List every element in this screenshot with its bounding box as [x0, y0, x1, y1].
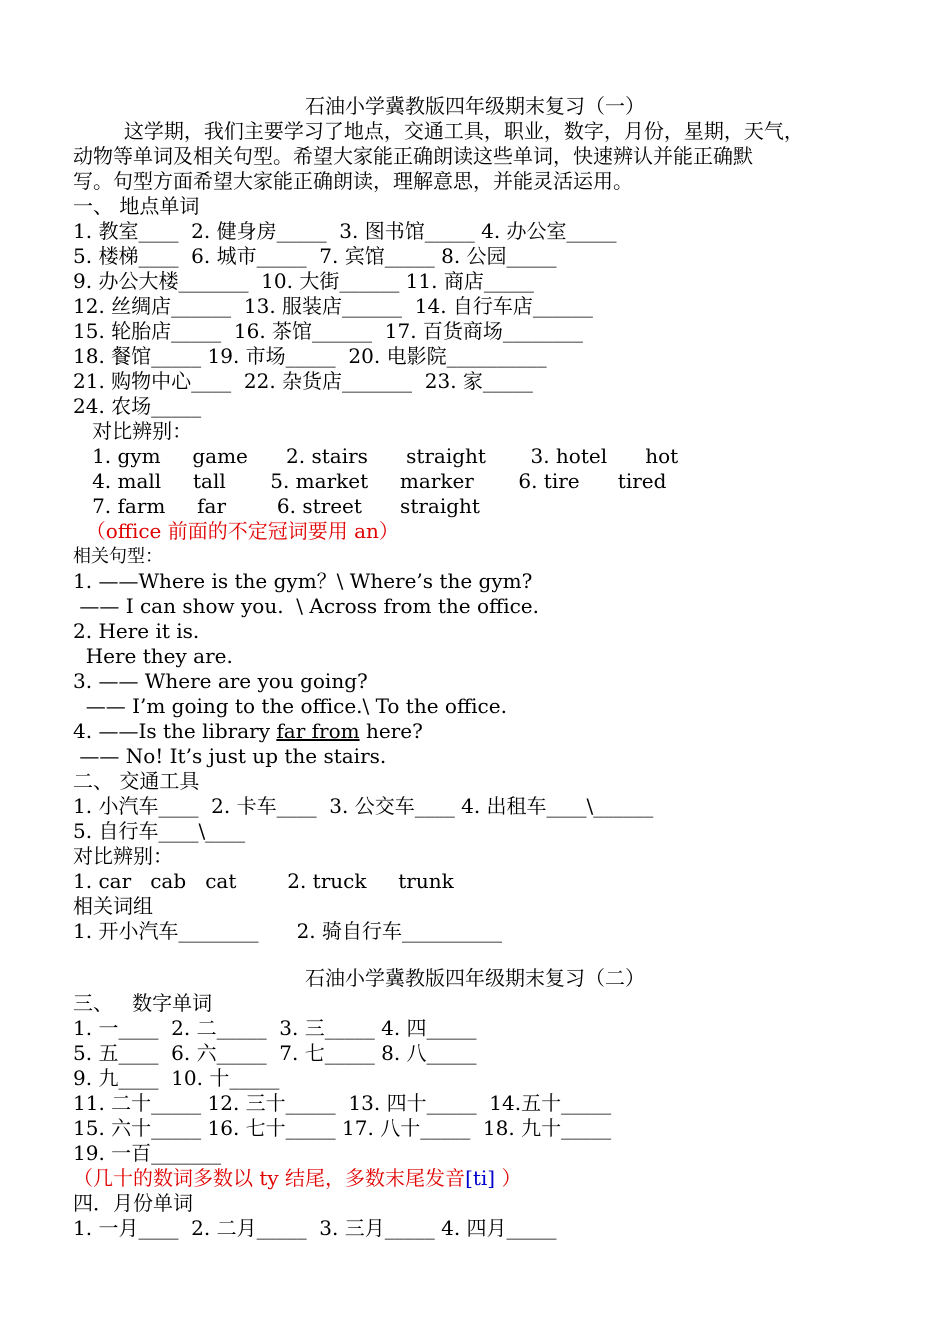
sentence-line-q4	[73, 719, 423, 744]
intro-line-3: 写。句型方面希望大家能正确朗读，理解意思，并能灵活运用。	[73, 169, 633, 193]
places-row: 12. 丝绸店______ 13. 服装店______ 14. 自行车店______	[73, 294, 593, 318]
places-row: 21. 购物中心____ 22. 杂货店_______ 23. 家_____	[73, 369, 533, 393]
places-row: 24. 农场_____	[73, 394, 202, 418]
transport-contrast-label: 对比辨别：	[73, 844, 173, 868]
transport-contrast-row: 1. car cab cat 2. truck trunk	[73, 869, 454, 893]
sentence-line: 1. ——Where is the gym？\ Where’s the gym?	[73, 569, 533, 593]
intro-line-1: 这学期，我们主要学习了地点，交通工具，职业，数字，月份，星期，天气，	[73, 119, 804, 143]
q4-prefix: 4. ——Is the library	[73, 719, 277, 743]
title-review-two: 石油小学冀教版四年级期末复习（二）	[305, 966, 645, 990]
sentence-line: 3. —— Where are you going?	[73, 669, 368, 693]
sentence-line: Here they are.	[73, 644, 233, 668]
places-sentences-label: 相关句型：	[73, 546, 163, 567]
places-row: 15. 轮胎店_____ 16. 茶馆______ 17. 百货商场________	[73, 319, 583, 343]
numbers-row: 5. 五____ 6. 六_____ 7. 七_____ 8. 八_____	[73, 1041, 477, 1065]
places-contrast-row: 1. gym game 2. stairs straight 3. hotel hot	[73, 444, 679, 468]
ty-note-suffix: ）	[495, 1166, 522, 1190]
places-row: 5. 楼梯____ 6. 城市_____ 7. 宾馆_____ 8. 公园_____	[73, 244, 557, 268]
article-note: （office 前面的不定冠词要用 an）	[73, 519, 399, 543]
numbers-row: 15. 六十_____ 16. 七十_____ 17. 八十_____ 18. 九十_____	[73, 1116, 612, 1140]
section-numbers-heading: 三、 数字单词	[73, 991, 213, 1015]
sentence-line: —— I’m going to the office.\ To the office.	[73, 694, 507, 718]
numbers-row: 1. 一____ 2. 二_____ 3. 三_____ 4. 四_____	[73, 1016, 477, 1040]
title-review-one: 石油小学冀教版四年级期末复习（一）	[305, 94, 645, 118]
transport-phrase-label: 相关词组	[73, 894, 153, 918]
places-row: 9. 办公大楼_______ 10. 大街______ 11. 商店_____	[73, 269, 534, 293]
intro-line-2: 动物等单词及相关句型。希望大家能正确朗读这些单词，快速辨认并能正确默	[73, 144, 753, 168]
transport-row: 5. 自行车____\____	[73, 819, 246, 843]
ty-note-phonetic: [ti]	[465, 1166, 496, 1190]
numbers-row: 11. 二十_____ 12. 三十_____ 13. 四十_____ 14.五十_____	[73, 1091, 612, 1115]
q4-underlined-phrase: far from	[276, 719, 360, 743]
places-row: 18. 餐馆_____ 19. 市场_____ 20. 电影院__________	[73, 344, 547, 368]
q4-suffix: here?	[359, 719, 423, 743]
section-places-heading: 一、 地点单词	[73, 194, 200, 218]
places-contrast-row: 4. mall tall 5. market marker 6. tire tired	[73, 469, 667, 493]
transport-row: 1. 小汽车____ 2. 卡车____ 3. 公交车____ 4. 出租车____\______	[73, 794, 654, 818]
sentence-line: —— I can show you. \ Across from the office.	[73, 594, 539, 618]
sentence-line: —— No! It’s just up the stairs.	[73, 744, 387, 768]
places-contrast-label: 对比辨别：	[73, 419, 193, 443]
section-transport-heading: 二、 交通工具	[73, 769, 200, 793]
section-months-heading: 四．月份单词	[73, 1191, 193, 1215]
ty-ending-note	[73, 1166, 521, 1191]
places-contrast-row: 7. farm far 6. street straight	[73, 494, 480, 518]
numbers-row: 19. 一百_______	[73, 1141, 222, 1165]
transport-phrase-row: 1. 开小汽车________ 2. 骑自行车__________	[73, 919, 503, 943]
months-row: 1. 一月____ 2. 二月_____ 3. 三月_____ 4. 四月_____	[73, 1216, 557, 1240]
ty-note-prefix: （几十的数词多数以 ty 结尾，多数末尾发音	[73, 1166, 466, 1190]
sentence-line: 2. Here it is.	[73, 619, 200, 643]
places-row: 1. 教室____ 2. 健身房_____ 3. 图书馆_____ 4. 办公室_____	[73, 219, 617, 243]
numbers-row: 9. 九____ 10. 十_____	[73, 1066, 280, 1090]
